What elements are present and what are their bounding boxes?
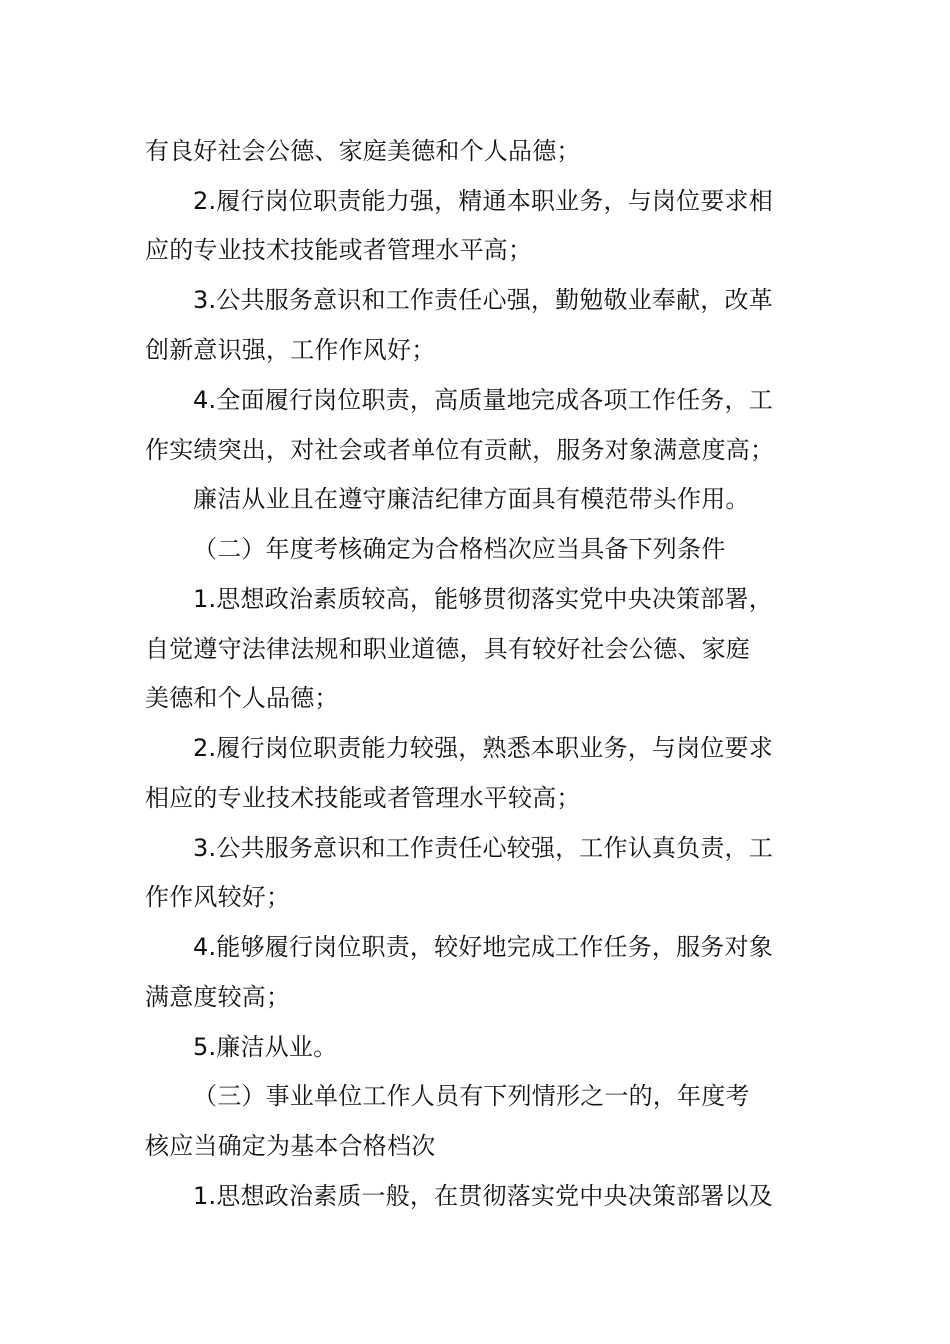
text-line: 创新意识强，工作作风好； [145,336,436,364]
text-line: 2.履行岗位职责能力较强，熟悉本职业务，与岗位要求 [193,734,773,762]
text-line: 廉洁从业且在遵守廉洁纪律方面具有模范带头作用。 [193,485,750,513]
text-line: 满意度较高； [145,983,291,1011]
text-line: 作实绩突出，对社会或者单位有贡献，服务对象满意度高； [145,436,775,464]
text-line: 应的专业技术技能或者管理水平高； [145,236,533,264]
text-line: 3.公共服务意识和工作责任心强，勤勉敬业奉献，改革 [193,286,773,314]
text-line: 有良好社会公德、家庭美德和个人品德； [145,137,581,165]
text-line: 1.思想政治素质较高，能够贯彻落实党中央决策部署， [193,585,773,613]
text-line: 1.思想政治素质一般，在贯彻落实党中央决策部署以及 [193,1182,773,1210]
text-line: 4.能够履行岗位职责，较好地完成工作任务，服务对象 [193,933,773,961]
text-line: 2.履行岗位职责能力强，精通本职业务，与岗位要求相 [193,187,773,215]
text-line: （二）年度考核确定为合格档次应当具备下列条件 [193,535,726,563]
text-line: 美德和个人品德； [145,684,339,712]
text-line: 3.公共服务意识和工作责任心较强，工作认真负责，工 [193,834,773,862]
text-line: 作作风较好； [145,883,291,911]
text-line: 5.廉洁从业。 [193,1033,338,1061]
text-line: 自觉遵守法律法规和职业道德，具有较好社会公德、家庭 [145,635,750,663]
text-line: （三）事业单位工作人员有下列情形之一的，年度考 [193,1082,750,1110]
text-line: 相应的专业技术技能或者管理水平较高； [145,784,581,812]
text-line: 核应当确定为基本合格档次 [145,1132,436,1160]
text-line: 4.全面履行岗位职责，高质量地完成各项工作任务，工 [193,386,773,414]
